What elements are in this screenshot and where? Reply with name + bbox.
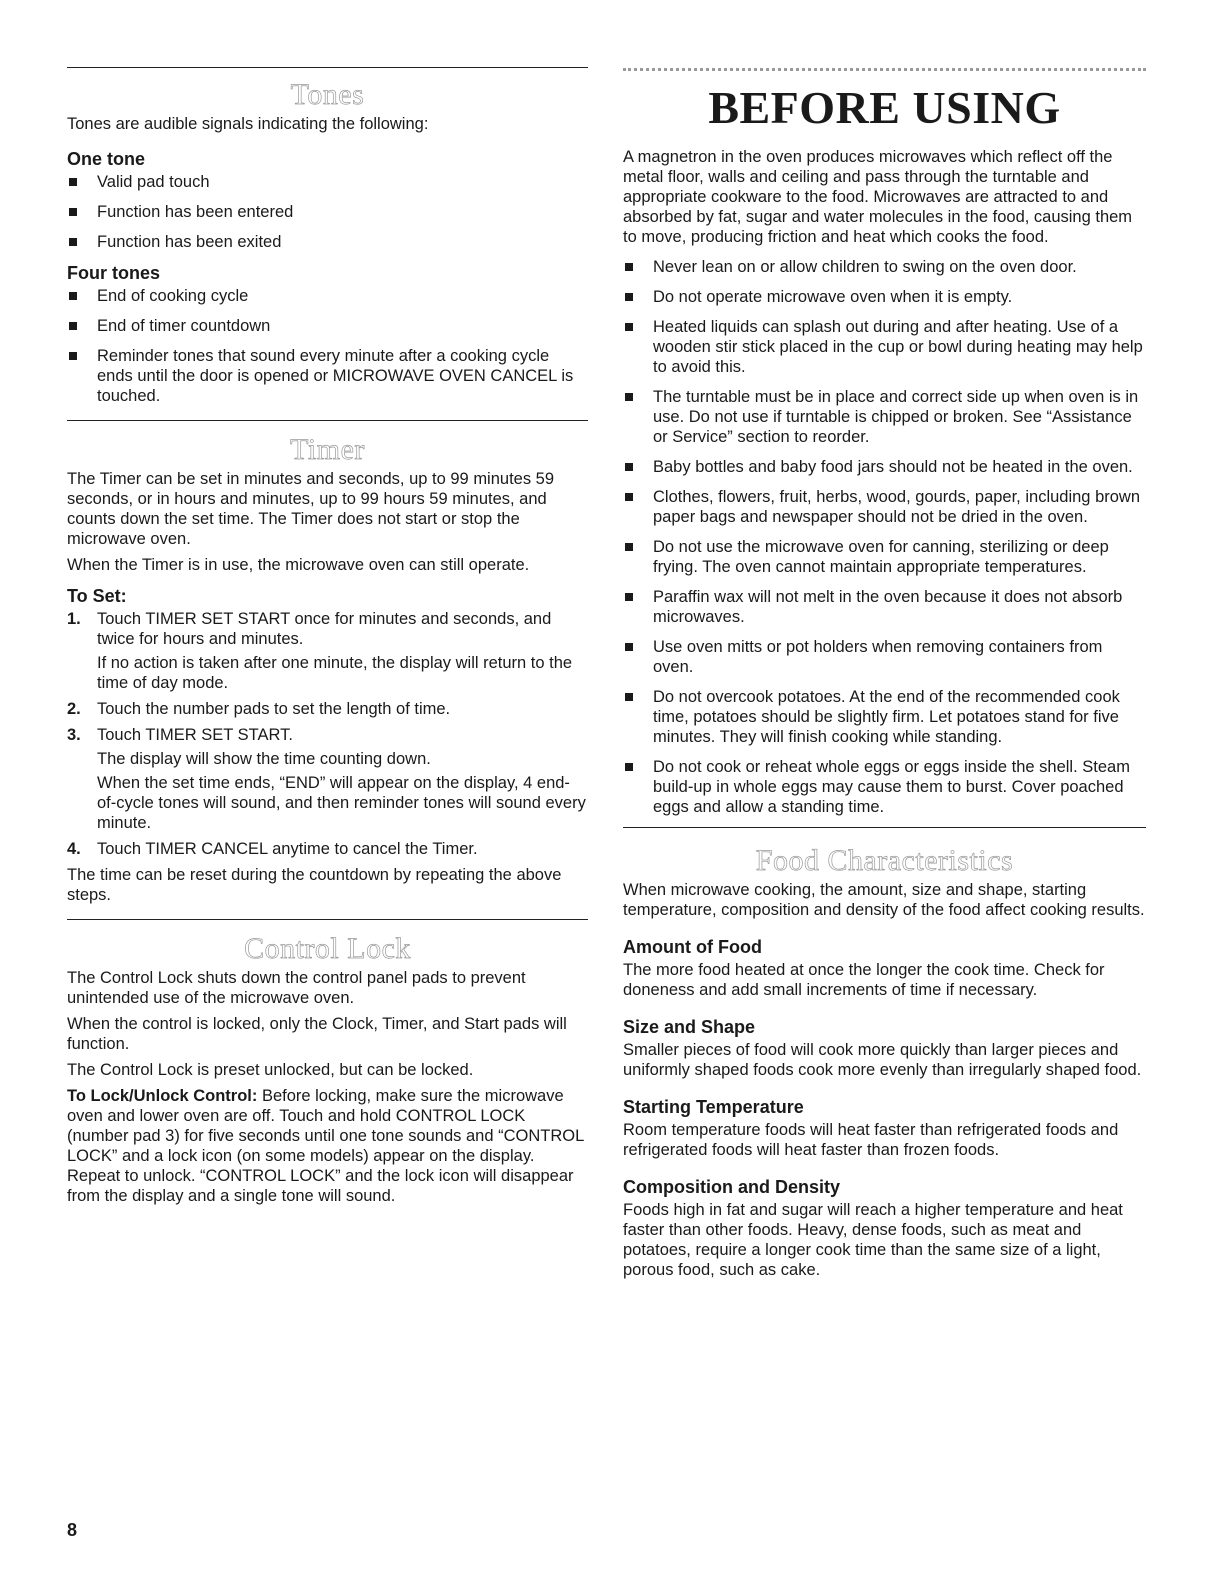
list-item: Clothes, flowers, fruit, herbs, wood, gourds, paper, including brown paper bags and newspaper should not be dried in the oven. <box>623 487 1146 527</box>
timer-title: Timer <box>290 433 365 466</box>
list-item: Function has been entered <box>67 202 588 222</box>
one-tone-list <box>67 172 588 252</box>
list-item: Reminder tones that sound every minute after a cooking cycle ends until the door is opened or MICROWAVE OVEN CANCEL is touched. <box>67 346 588 406</box>
step-text: Touch TIMER SET START once for minutes and seconds, and twice for hours and minutes. <box>97 610 552 648</box>
tones-title: Tones <box>290 78 365 111</box>
control-lock-section <box>67 932 588 1206</box>
list-item: Do not operate microwave oven when it is empty. <box>623 287 1146 307</box>
food-paragraph: Smaller pieces of food will cook more quickly than larger pieces and uniformly shaped foods cook more evenly than irregularly shaped food. <box>623 1041 1142 1079</box>
section-divider <box>623 827 1146 828</box>
page-number: 8 <box>67 1520 78 1540</box>
dotted-rule <box>623 68 1146 77</box>
step-number: 4. <box>67 840 81 858</box>
step-item <box>67 839 588 859</box>
list-item: Function has been exited <box>67 232 588 252</box>
food-characteristics-section <box>623 844 1146 1280</box>
step-note: The display will show the time counting down. <box>97 750 431 768</box>
control-lock-paragraph: The Control Lock is preset unlocked, but can be locked. <box>67 1061 474 1079</box>
food-intro: When microwave cooking, the amount, size and shape, starting temperature, composition and density of the food affect cooking results. <box>623 881 1145 919</box>
list-item: Use oven mitts or pot holders when removing containers from oven. <box>623 637 1146 677</box>
section-divider <box>67 420 588 421</box>
right-column <box>623 0 1146 1286</box>
timer-paragraph: The time can be reset during the countdown by repeating the above steps. <box>67 866 562 904</box>
step-note: If no action is taken after one minute, the display will return to the time of day mode. <box>97 654 573 692</box>
step-number: 1. <box>67 610 81 628</box>
list-item: Never lean on or allow children to swing on the oven door. <box>623 257 1146 277</box>
timer-section <box>67 433 588 905</box>
step-number: 2. <box>67 700 81 718</box>
one-tone-heading: One tone <box>67 149 146 169</box>
food-subheading: Composition and Density <box>623 1177 841 1197</box>
step-number: 3. <box>67 726 81 744</box>
tones-intro: Tones are audible signals indicating the following: <box>67 115 429 133</box>
control-lock-paragraph: When the control is locked, only the Clock, Timer, and Start pads will function. <box>67 1015 567 1053</box>
list-item: Valid pad touch <box>67 172 588 192</box>
step-text: Touch the number pads to set the length of time. <box>97 700 451 718</box>
tones-section <box>67 78 588 406</box>
food-subheading: Starting Temperature <box>623 1097 804 1117</box>
four-tones-list <box>67 286 588 406</box>
list-item: End of cooking cycle <box>67 286 588 306</box>
step-item <box>67 725 588 833</box>
food-subheading: Size and Shape <box>623 1017 756 1037</box>
step-text: Touch TIMER SET START. <box>97 726 293 744</box>
step-text: Touch TIMER CANCEL anytime to cancel the Timer. <box>97 840 478 858</box>
before-using-list <box>623 257 1146 817</box>
before-using-intro: A magnetron in the oven produces microwaves which reflect off the metal floor, walls and ceiling and pass through the turntable and appropriate cookware to the food. Microwaves are attracted to and absorbed by fat, sugar and water molecules in the food, causing them to move, producing friction and heat which cooks the food. <box>623 148 1133 246</box>
food-paragraph: The more food heated at once the longer the cook time. Check for doneness and add small increments of time if necessary. <box>623 961 1105 999</box>
list-item: Heated liquids can splash out during and after heating. Use of a wooden stir stick placed in the cup or bowl during heating may help to avoid this. <box>623 317 1146 377</box>
to-set-heading: To Set: <box>67 586 127 606</box>
timer-paragraph: The Timer can be set in minutes and seconds, up to 99 minutes 59 seconds, or in hours and minutes, up to 99 hours 59 minutes, and counts down the set time. The Timer does not start or stop the microwave oven. <box>67 470 555 548</box>
list-item: The turntable must be in place and correct side up when oven is in use. Do not use if turntable is chipped or broken. See “Assistance or Service” section to reorder. <box>623 387 1146 447</box>
four-tones-heading: Four tones <box>67 263 160 283</box>
food-paragraph: Foods high in fat and sugar will reach a higher temperature and heat faster than other foods. Heavy, dense foods, such as meat and potatoes, require a longer cook time than the same size of a light, porous food, such as cake. <box>623 1201 1123 1279</box>
list-item: Do not overcook potatoes. At the end of the recommended cook time, potatoes should be slightly firm. Let potatoes stand for five minutes. They will finish cooking while standing. <box>623 687 1146 747</box>
timer-steps <box>67 609 588 859</box>
section-divider <box>67 919 588 920</box>
food-characteristics-title: Food Characteristics <box>755 844 1014 877</box>
lock-instructions <box>67 1086 588 1206</box>
lock-instructions-lead: To Lock/Unlock Control: <box>67 1087 258 1105</box>
food-paragraph: Room temperature foods will heat faster than refrigerated foods and refrigerated foods will heat faster than frozen foods. <box>623 1121 1119 1159</box>
step-note: When the set time ends, “END” will appear on the display, 4 end-of-cycle tones will sound, and then reminder tones will sound every minute. <box>97 774 586 832</box>
list-item: Baby bottles and baby food jars should not be heated in the oven. <box>623 457 1146 477</box>
step-item <box>67 609 588 693</box>
left-column <box>67 0 588 1212</box>
lock-instructions-text: Before locking, make sure the microwave oven and lower oven are off. Touch and hold CONTROL LOCK (number pad 3) for five seconds until one tone sounds and “CONTROL LOCK” and a lock icon (on some models) appear on the display. Repeat to unlock. “CONTROL LOCK” and the lock icon will disappear from the display and a single tone will sound. <box>67 1087 584 1205</box>
timer-paragraph: When the Timer is in use, the microwave oven can still operate. <box>67 556 530 574</box>
list-item: Paraffin wax will not melt in the oven because it does not absorb microwaves. <box>623 587 1146 627</box>
list-item: Do not use the microwave oven for canning, sterilizing or deep frying. The oven cannot maintain appropriate temperatures. <box>623 537 1146 577</box>
before-using-title: BEFORE USING <box>708 82 1061 133</box>
list-item: Do not cook or reheat whole eggs or eggs inside the shell. Steam build-up in whole eggs may cause them to burst. Cover poached eggs and allow a standing time. <box>623 757 1146 817</box>
section-divider <box>67 67 588 68</box>
control-lock-title: Control Lock <box>244 932 411 965</box>
control-lock-paragraph: The Control Lock shuts down the control panel pads to prevent unintended use of the microwave oven. <box>67 969 526 1007</box>
food-subheading: Amount of Food <box>623 937 762 957</box>
list-item: End of timer countdown <box>67 316 588 336</box>
step-item <box>67 699 588 719</box>
